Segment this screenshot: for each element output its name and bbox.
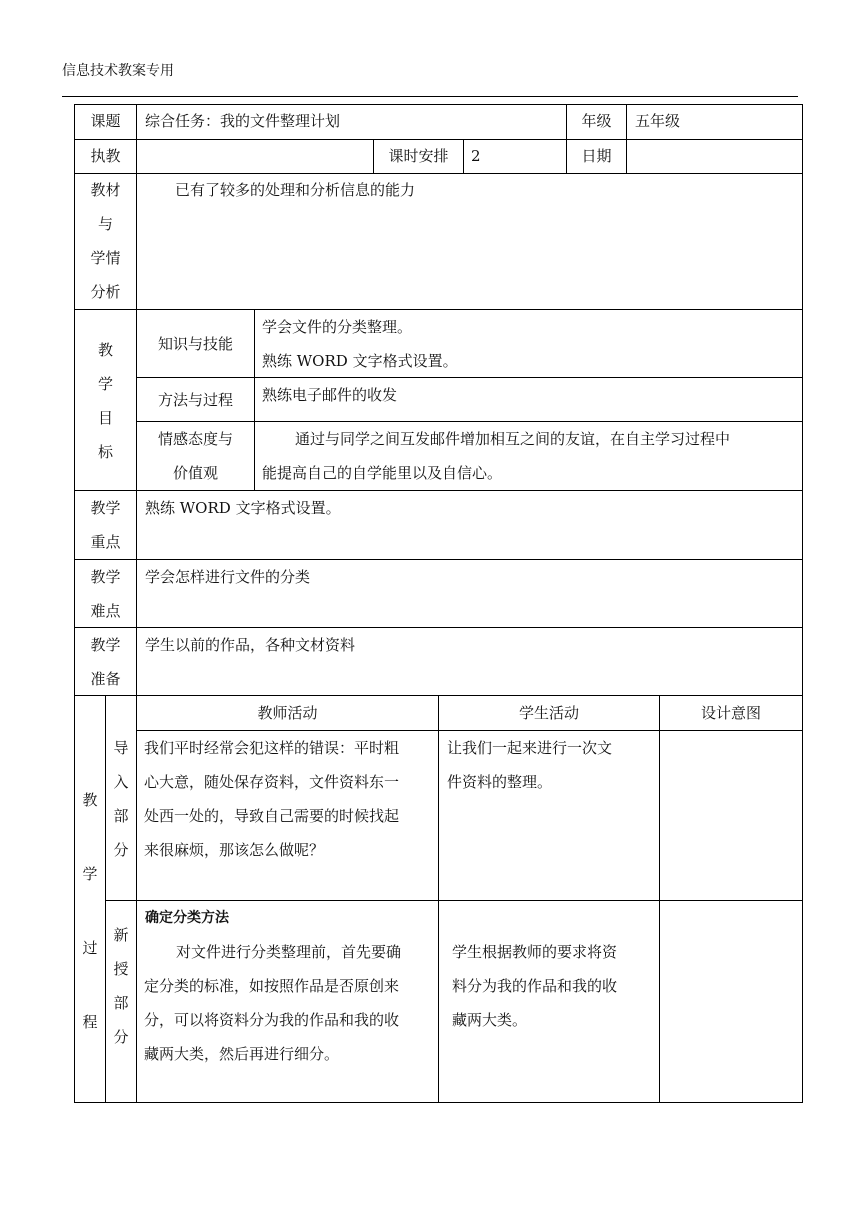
process-label — [75, 782, 105, 1040]
difficulty-content: 学会怎样进行文件的分类 — [145, 568, 311, 586]
new-lesson-label-char: 部 — [113, 994, 129, 1012]
intro-teacher-activity — [144, 731, 434, 867]
key-point-label — [75, 491, 136, 559]
goals-label-char: 目 — [97, 409, 113, 427]
col-divider — [254, 309, 255, 491]
preparation-label-line: 教学 — [90, 636, 121, 654]
preparation-label-line: 准备 — [90, 670, 121, 688]
materials-label-line: 学情 — [90, 249, 121, 267]
intro-teacher-line: 我们平时经常会犯这样的错误：平时粗 — [144, 739, 400, 757]
new-lesson-student-line: 藏两大类。 — [452, 1011, 528, 1029]
process-label-char: 学 — [82, 865, 98, 883]
goals-label — [75, 333, 136, 469]
new-lesson-label-char: 授 — [113, 960, 129, 978]
col-divider — [136, 104, 137, 310]
emotion-line: 通过与同学之间互发邮件增加相互之间的友谊，在自主学习过程中 — [295, 430, 731, 448]
col-divider — [659, 695, 660, 1103]
goals-label-char: 学 — [97, 375, 113, 393]
difficulty-label-line: 难点 — [90, 602, 121, 620]
process-label-char: 教 — [82, 791, 98, 809]
knowledge-line: 学会文件的分类整理。 — [262, 318, 413, 336]
preparation-content: 学生以前的作品，各种文材资料 — [145, 636, 356, 654]
difficulty-label — [75, 560, 136, 628]
intro-student-line: 让我们一起来进行一次文 — [447, 739, 613, 757]
emotion-label-line: 情感态度与 — [157, 430, 233, 448]
header-divider — [62, 96, 798, 97]
materials-label-line: 分析 — [90, 283, 121, 301]
col-divider — [438, 695, 439, 1103]
new-lesson-label-char: 新 — [113, 926, 129, 944]
emotion-label-line: 价值观 — [172, 464, 218, 482]
intro-teacher-line: 心大意，随处保存资料，文件资料东一 — [144, 773, 400, 791]
col-divider — [463, 139, 464, 174]
intro-teacher-line: 来很麻烦，那该怎么做呢？ — [144, 841, 325, 859]
teacher-label: 执教 — [90, 147, 121, 165]
materials-label-line: 与 — [97, 215, 113, 233]
new-lesson-teacher-activity — [144, 935, 434, 1071]
method-label: 方法与过程 — [157, 391, 233, 409]
row-divider — [74, 309, 803, 310]
intro-student-line: 件资料的整理。 — [447, 773, 553, 791]
column-header-student: 学生活动 — [518, 704, 579, 722]
intro-label-char: 部 — [113, 807, 129, 825]
materials-content: 已有了较多的处理和分析信息的能力 — [175, 181, 416, 199]
knowledge-line: 熟练 WORD 文字格式设置。 — [262, 352, 458, 370]
goals-label-char: 标 — [97, 443, 113, 461]
emotion-line: 能提高自己的自学能里以及自信心。 — [262, 464, 503, 482]
key-point-label-line: 教学 — [90, 499, 121, 517]
intro-label-char: 分 — [113, 841, 129, 859]
grade-label: 年级 — [581, 112, 612, 130]
intro-label — [106, 731, 136, 867]
hours-label: 课时安排 — [388, 147, 449, 165]
topic-value: 综合任务：我的文件整理计划 — [145, 112, 341, 130]
preparation-label — [75, 628, 136, 696]
materials-label-line: 教材 — [90, 181, 121, 199]
knowledge-label: 知识与技能 — [157, 335, 233, 353]
goals-label-char: 教 — [97, 341, 113, 359]
process-label-char: 程 — [82, 1013, 98, 1031]
intro-teacher-line: 处西一处的，导致自己需要的时候找起 — [144, 807, 400, 825]
new-lesson-label — [106, 918, 136, 1054]
topic-label: 课题 — [90, 112, 121, 130]
col-divider — [136, 695, 137, 1103]
row-divider — [136, 377, 803, 378]
column-header-design: 设计意图 — [700, 704, 761, 722]
intro-student-activity — [447, 731, 657, 799]
new-lesson-teacher-line: 分，可以将资料分为我的作品和我的收 — [144, 1011, 400, 1029]
hours-value: 2 — [471, 147, 481, 165]
method-content: 熟练电子邮件的收发 — [262, 386, 398, 404]
new-lesson-teacher-line: 藏两大类，然后再进行细分。 — [144, 1045, 340, 1063]
date-label: 日期 — [581, 147, 612, 165]
column-header-teacher: 教师活动 — [257, 704, 318, 722]
materials-label — [75, 173, 136, 309]
col-divider — [136, 490, 137, 696]
difficulty-label-line: 教学 — [90, 568, 121, 586]
new-lesson-label-char: 分 — [113, 1028, 129, 1046]
intro-label-char: 导 — [113, 739, 129, 757]
new-lesson-teacher-line: 定分类的标准，如按照作品是否原创来 — [144, 977, 400, 995]
intro-label-char: 入 — [113, 773, 129, 791]
key-point-content: 熟练 WORD 文字格式设置。 — [145, 499, 341, 517]
new-lesson-student-line: 学生根据教师的要求将资 — [452, 943, 618, 961]
new-lesson-student-activity — [452, 935, 657, 1037]
grade-value: 五年级 — [635, 112, 681, 130]
col-divider — [626, 104, 627, 174]
new-lesson-student-line: 料分为我的作品和我的收 — [452, 977, 618, 995]
process-label-char: 过 — [82, 939, 98, 957]
new-lesson-teacher-line: 对文件进行分类整理前，首先要确 — [176, 943, 402, 961]
page-header-title: 信息技术教案专用 — [62, 63, 174, 79]
table-border-right — [802, 104, 803, 1103]
new-lesson-heading: 确定分类方法 — [145, 910, 229, 926]
key-point-label-line: 重点 — [90, 533, 121, 551]
